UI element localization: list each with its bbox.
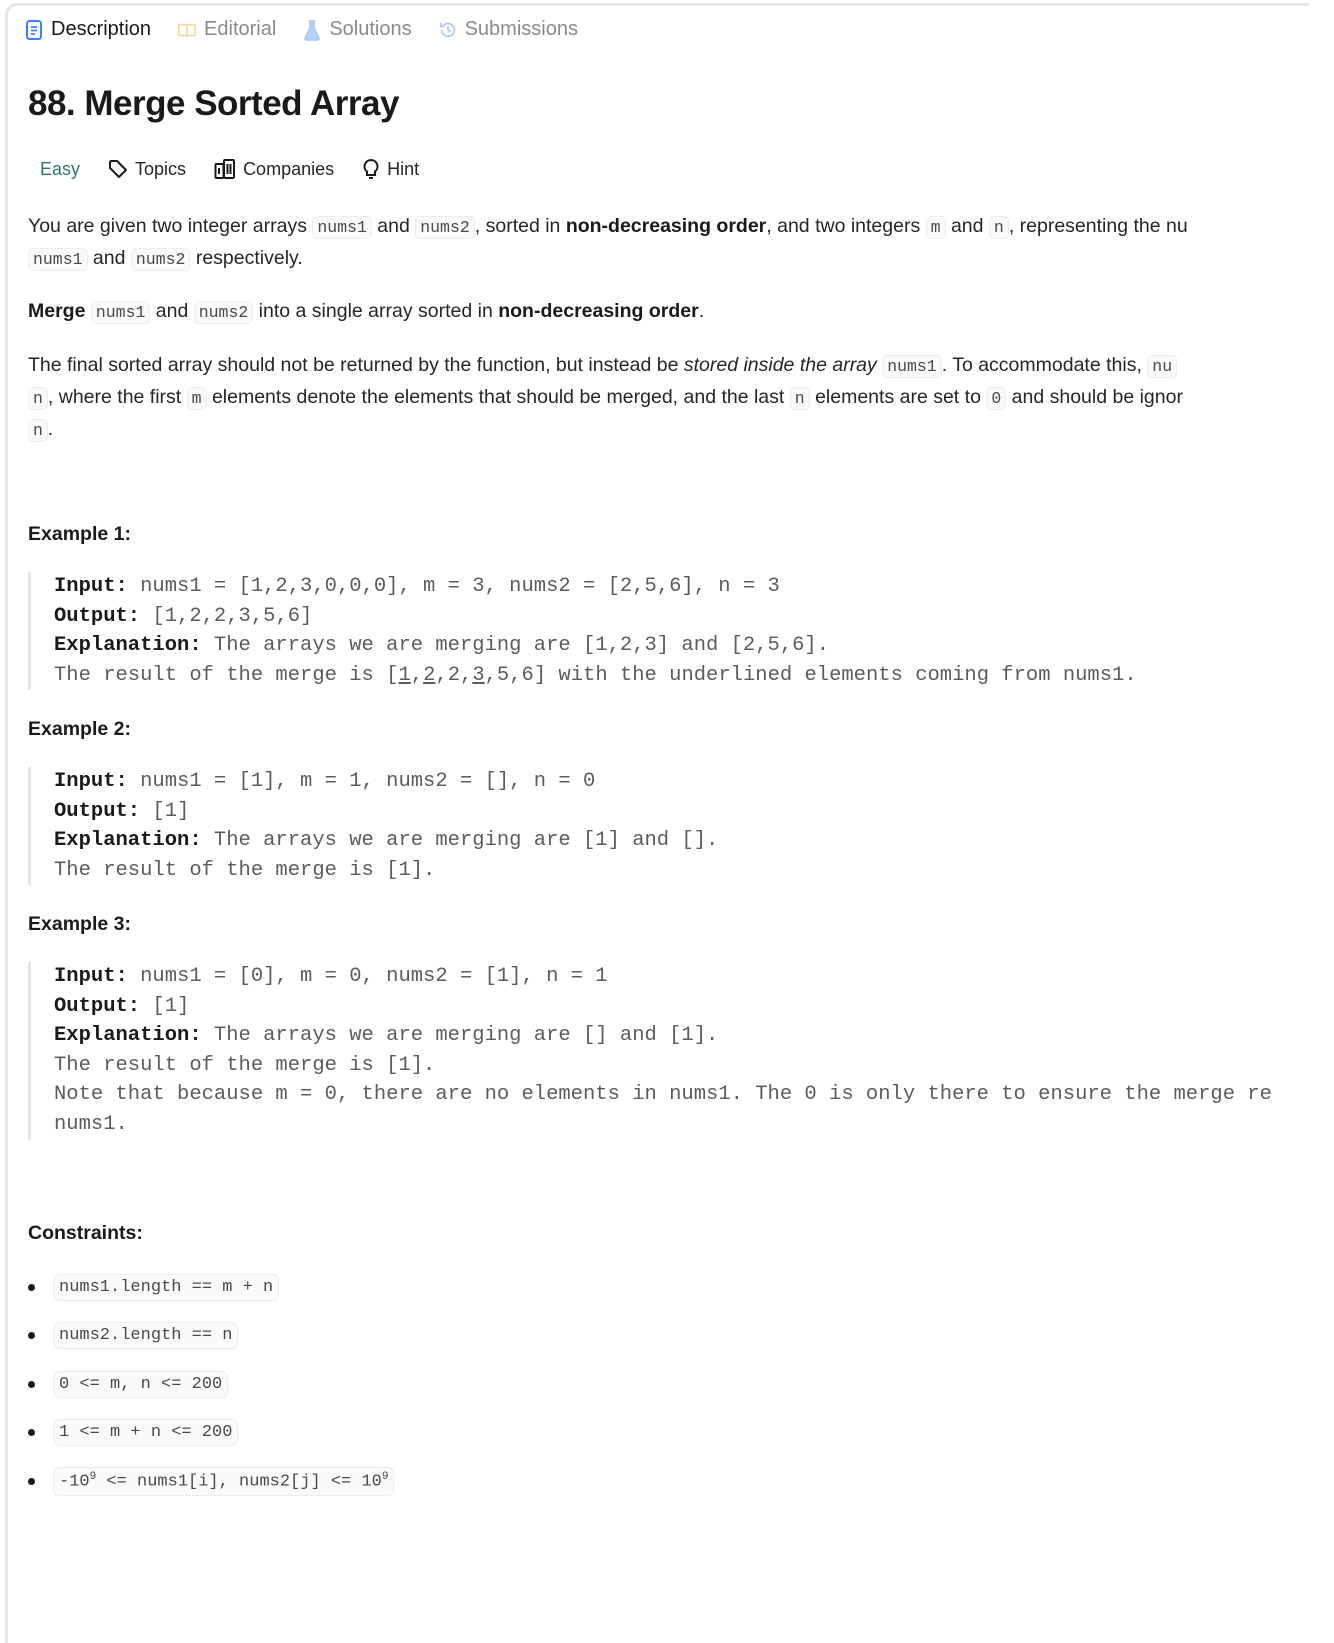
text-segment: [1] <box>140 799 190 823</box>
text-segment: nums1 = [1,2,3,0,0,0], m = 3, nums2 = [2,5,6], n = 3 <box>127 575 780 598</box>
hint-button[interactable] <box>362 158 419 180</box>
inline-code: nums2 <box>194 301 254 324</box>
difficulty-badge: Easy <box>40 158 81 179</box>
text-segment: , representing the nu <box>1008 215 1188 237</box>
bullet-icon <box>28 1332 35 1339</box>
inline-code: n <box>28 387 48 410</box>
text-segment <box>54 797 718 827</box>
example-3-block <box>28 962 1272 1140</box>
text-segment: 2 <box>423 663 436 687</box>
text-segment <box>28 243 1188 275</box>
text-segment: elements denote the elements that should be merged, and the last <box>206 386 790 408</box>
text-segment <box>54 1021 1272 1051</box>
text-segment: nums1. <box>54 1112 128 1136</box>
text-segment <box>54 992 1272 1022</box>
text-segment: Input: <box>54 575 128 598</box>
inline-code: m <box>926 216 946 239</box>
history-icon <box>438 19 458 41</box>
problem-tags <box>40 158 419 180</box>
description-paragraph-3 <box>28 350 1183 446</box>
inline-code <box>53 1467 394 1496</box>
inline-code: nums1.length == m + n <box>53 1274 279 1301</box>
bold-text: non-decreasing order <box>498 300 699 322</box>
text-segment <box>54 661 1137 691</box>
text-segment <box>224 160 234 178</box>
topics-label: Topics <box>135 158 187 179</box>
inline-code: n <box>28 419 48 442</box>
text-segment: elements are set to <box>809 386 987 408</box>
constraint-item <box>28 1371 228 1398</box>
text-segment: into a single array sorted in <box>253 300 499 322</box>
inline-code: nums1 <box>882 355 942 378</box>
text-segment: -10 <box>59 1472 90 1492</box>
text-segment: The result of the merge is [1]. <box>54 1053 436 1077</box>
text-segment: , sorted in <box>474 215 566 237</box>
tab-description[interactable] <box>24 18 151 41</box>
text-segment: 9 <box>381 1471 389 1483</box>
description-paragraph-2 <box>28 296 704 328</box>
text-segment: The result of the merge is [ <box>54 663 399 687</box>
text-segment: . To accommodate this, <box>941 354 1148 376</box>
text-segment: The arrays we are merging are [1,2,3] and [2,5,6]. <box>201 634 830 658</box>
tab-label: Description <box>51 18 152 40</box>
inline-code: nums2 <box>415 216 475 239</box>
inline-code: 0 <= m, n <= 200 <box>53 1371 228 1398</box>
text-segment <box>110 161 126 177</box>
building-icon <box>214 159 236 179</box>
flask-icon <box>302 19 322 41</box>
text-segment: ,2, <box>435 663 473 687</box>
text-segment <box>54 962 1272 992</box>
text-segment: [1] <box>140 994 190 1018</box>
document-icon <box>24 19 44 41</box>
bullet-icon <box>28 1478 35 1485</box>
book-icon <box>177 19 197 41</box>
description-paragraph-1 <box>28 211 1188 275</box>
text-segment: respectively. <box>190 247 303 269</box>
text-segment <box>54 572 1137 602</box>
text-segment: , and two integers <box>766 215 926 237</box>
text-segment: Output: <box>54 799 141 823</box>
companies-label: Companies <box>243 158 335 179</box>
text-segment: Output: <box>54 604 141 628</box>
example-1-block <box>28 572 1137 690</box>
text-segment: and <box>150 300 194 322</box>
text-segment <box>440 22 454 36</box>
text-segment <box>28 211 1188 243</box>
problem-panel <box>5 3 1309 1643</box>
topics-button[interactable] <box>108 159 186 180</box>
text-segment <box>28 350 1183 382</box>
tab-label: Editorial <box>204 18 277 40</box>
text-segment: . <box>698 300 705 322</box>
text-segment: , where the first <box>47 386 187 408</box>
inline-code: nums1 <box>312 216 372 239</box>
tab-solutions[interactable] <box>302 18 411 41</box>
text-segment: and should be ignor <box>1006 386 1183 408</box>
text-segment: Explanation: <box>54 1024 202 1048</box>
text-segment: . <box>47 418 54 440</box>
bullet-icon <box>28 1381 35 1388</box>
inline-code: n <box>790 387 810 410</box>
bullet-icon <box>28 1284 35 1291</box>
inline-code: 0 <box>986 387 1006 410</box>
inline-code: nu <box>1147 355 1177 378</box>
tab-editorial[interactable] <box>177 18 276 41</box>
text-segment: 1 <box>398 663 411 687</box>
text-segment <box>54 767 718 797</box>
text-segment <box>28 414 1183 446</box>
hint-label: Hint <box>387 158 420 179</box>
text-segment <box>54 602 1137 632</box>
text-segment: ,5,6] with the underlined elements coming from nums1. <box>484 663 1137 687</box>
text-segment: [1,2,2,3,5,6] <box>140 604 313 628</box>
text-segment: and <box>945 215 989 237</box>
text-segment: and <box>371 215 416 237</box>
inline-code: nums2 <box>131 248 191 271</box>
text-segment <box>54 826 718 856</box>
bullet-icon <box>28 1429 35 1436</box>
inline-code: nums1 <box>28 248 88 271</box>
text-segment: , <box>410 663 424 687</box>
tab-submissions[interactable] <box>438 18 578 41</box>
text-segment: 9 <box>89 1471 97 1483</box>
text-segment: nums1 = [1], m = 1, nums2 = [], n = 0 <box>127 770 596 793</box>
constraint-item <box>28 1322 238 1349</box>
text-segment: and <box>87 247 131 269</box>
text-segment: The final sorted array should not be returned by the function, but instead be <box>28 354 684 376</box>
inline-code: nums2.length == n <box>53 1322 238 1349</box>
example-2-block <box>28 767 718 885</box>
text-segment <box>305 21 319 40</box>
text-segment: You are given two integer arrays <box>28 215 313 237</box>
text-segment: Explanation: <box>54 634 202 658</box>
text-segment <box>365 160 378 178</box>
tab-label: Submissions <box>464 18 578 40</box>
constraint-item <box>28 1467 394 1496</box>
tag-icon <box>108 159 128 179</box>
constraint-item <box>28 1274 279 1301</box>
text-segment <box>28 382 1183 414</box>
text-segment: <= nums1[i], nums2[j] <= 10 <box>96 1472 382 1492</box>
lightbulb-icon <box>362 158 380 180</box>
text-segment: The arrays we are merging are [] and [1]. <box>201 1024 719 1048</box>
bold-text: non-decreasing order <box>565 215 767 237</box>
companies-button[interactable] <box>214 159 334 180</box>
text-segment: Input: <box>54 965 128 988</box>
example-2-heading: Example 2: <box>28 718 131 740</box>
inline-code: m <box>187 387 207 410</box>
text-segment: The result of the merge is [1]. <box>54 858 436 882</box>
text-segment <box>54 631 1137 661</box>
tab-bar <box>24 18 578 41</box>
problem-title: 88. Merge Sorted Array <box>28 84 399 123</box>
text-segment <box>31 27 37 34</box>
text-segment: 3 <box>472 663 485 687</box>
italic-text: stored inside the array <box>683 354 877 376</box>
text-segment: Explanation: <box>54 829 202 853</box>
inline-code: n <box>989 216 1009 239</box>
text-segment: nums1 = [0], m = 0, nums2 = [1], n = 1 <box>127 965 608 988</box>
bold-text: Merge <box>28 300 86 322</box>
text-segment: Input: <box>54 770 128 793</box>
text-segment: The arrays we are merging are [1] and []. <box>201 829 719 853</box>
tab-label: Solutions <box>329 18 412 40</box>
example-1-heading: Example 1: <box>28 523 131 545</box>
inline-code: nums1 <box>91 301 151 324</box>
constraints-heading: Constraints: <box>28 1222 143 1244</box>
text-segment: Note that because m = 0, there are no elements in nums1. The 0 is only there to ensure the merge re <box>54 1083 1272 1107</box>
example-3-heading: Example 3: <box>28 913 131 935</box>
constraint-item <box>28 1419 238 1446</box>
text-segment: Output: <box>54 994 141 1018</box>
text-segment <box>179 24 195 37</box>
inline-code: 1 <= m + n <= 200 <box>53 1419 238 1446</box>
